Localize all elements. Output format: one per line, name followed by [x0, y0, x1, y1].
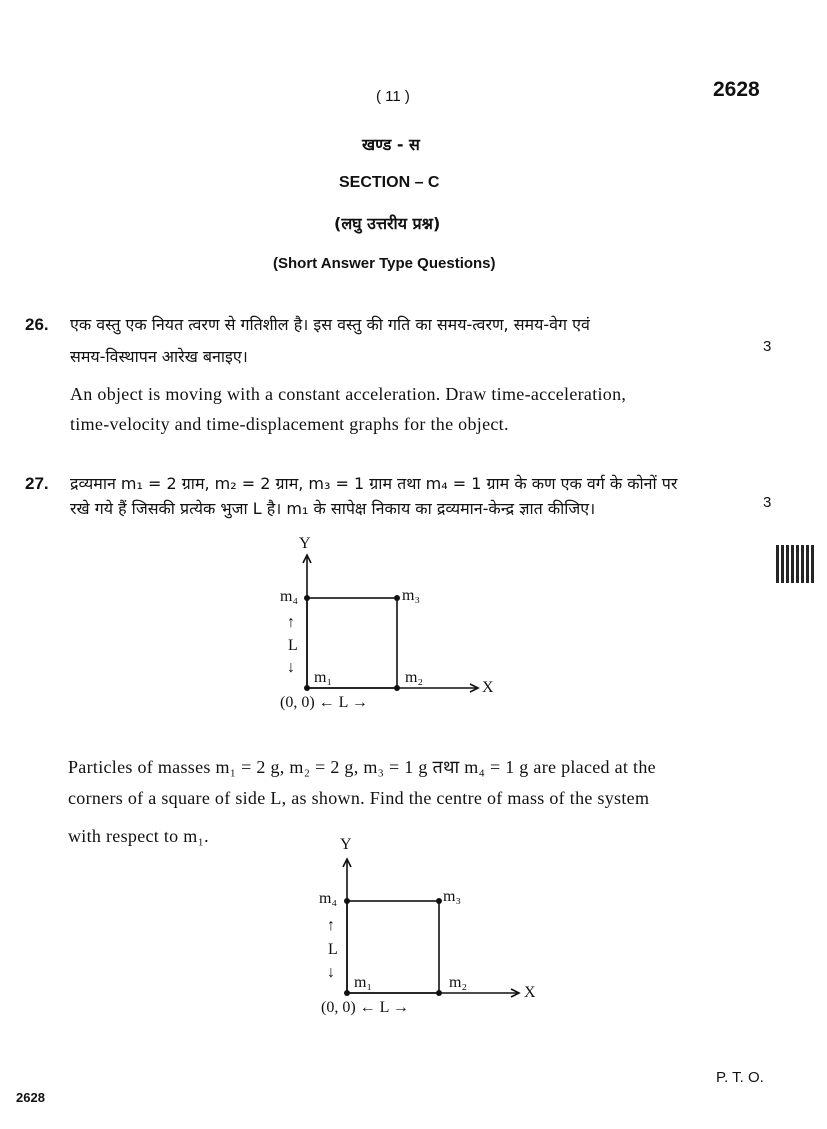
section-title-hindi: खण्ड - स: [362, 135, 420, 154]
m1-label: m₁: [354, 974, 373, 991]
up-arrow-icon: ↑: [287, 614, 295, 631]
question-27-english-line-3: with respect to m₁.: [68, 826, 209, 846]
m4-point: [344, 898, 350, 904]
side-label: L: [288, 637, 298, 654]
m4-point: [304, 595, 310, 601]
question-26-hindi-line-2: समय-विस्थापन आरेख बनाइए।: [70, 347, 248, 366]
up-arrow-icon: ↑: [327, 917, 335, 934]
question-26-english-line-2: time-velocity and time-displacement graphs for the object.: [70, 414, 509, 434]
m4-label: m₄: [319, 890, 338, 907]
page-number: ( 11 ): [376, 88, 410, 105]
m4-label: m₄: [280, 588, 299, 605]
m2-label: m₂: [449, 974, 468, 991]
m3-point: [394, 595, 400, 601]
m1-point: [344, 990, 350, 996]
m3-label: m₃: [443, 888, 462, 905]
down-arrow-icon: ↓: [327, 964, 335, 981]
question-26-hindi-line-1: एक वस्तु एक नियत त्वरण से गतिशील है। इस वस्तु की गति का समय-त्वरण, समय-वेग एवं: [70, 315, 590, 334]
y-axis-label: Y: [340, 836, 352, 853]
m2-point: [436, 990, 442, 996]
section-title: SECTION – C: [339, 174, 440, 191]
question-27-number: 27.: [25, 474, 49, 493]
question-26-number: 26.: [25, 315, 49, 334]
m2-label: m₂: [405, 669, 424, 686]
m3-label: m₃: [402, 587, 421, 604]
question-26-english-line-1: An object is moving with a constant acceleration. Draw time-acceleration,: [70, 384, 627, 404]
m2-point: [394, 685, 400, 691]
question-27-marks: 3: [763, 494, 772, 511]
origin-label: (0, 0) ← L →: [321, 999, 409, 1016]
section-type: (Short Answer Type Questions): [273, 255, 496, 272]
m1-point: [304, 685, 310, 691]
section-type-hindi: (लघु उत्तरीय प्रश्न): [334, 214, 441, 233]
side-label: L: [328, 941, 338, 958]
paper-code: 2628: [713, 78, 760, 101]
m3-point: [436, 898, 442, 904]
down-arrow-icon: ↓: [287, 659, 295, 676]
y-axis-label: Y: [299, 535, 311, 552]
question-26-marks: 3: [763, 338, 772, 355]
origin-label: (0, 0) ← L →: [280, 694, 368, 711]
question-27-english-line-2: corners of a square of side L, as shown. Find the centre of mass of the system: [68, 788, 650, 808]
question-27-hindi-line-2: रखे गये हैं जिसकी प्रत्येक भुजा L है। m₁ के सापेक्ष निकाय का द्रव्यमान-केन्द्र ज्ञात कीजिए।: [70, 499, 596, 518]
x-axis-label: X: [482, 679, 494, 696]
m1-label: m₁: [314, 669, 333, 686]
page-turn-over: P. T. O.: [716, 1069, 764, 1086]
footer-paper-code: 2628: [16, 1090, 45, 1105]
question-27-english-line-1: Particles of masses m₁ = 2 g, m₂ = 2 g, m₃ = 1 g तथा m₄ = 1 g are placed at the: [68, 757, 656, 777]
x-axis-label: X: [524, 984, 536, 1001]
question-27-hindi-line-1: द्रव्यमान m₁ = 2 ग्राम, m₂ = 2 ग्राम, m₃ = 1 ग्राम तथा m₄ = 1 ग्राम के कण एक वर्ग के कोनों पर: [70, 474, 678, 493]
